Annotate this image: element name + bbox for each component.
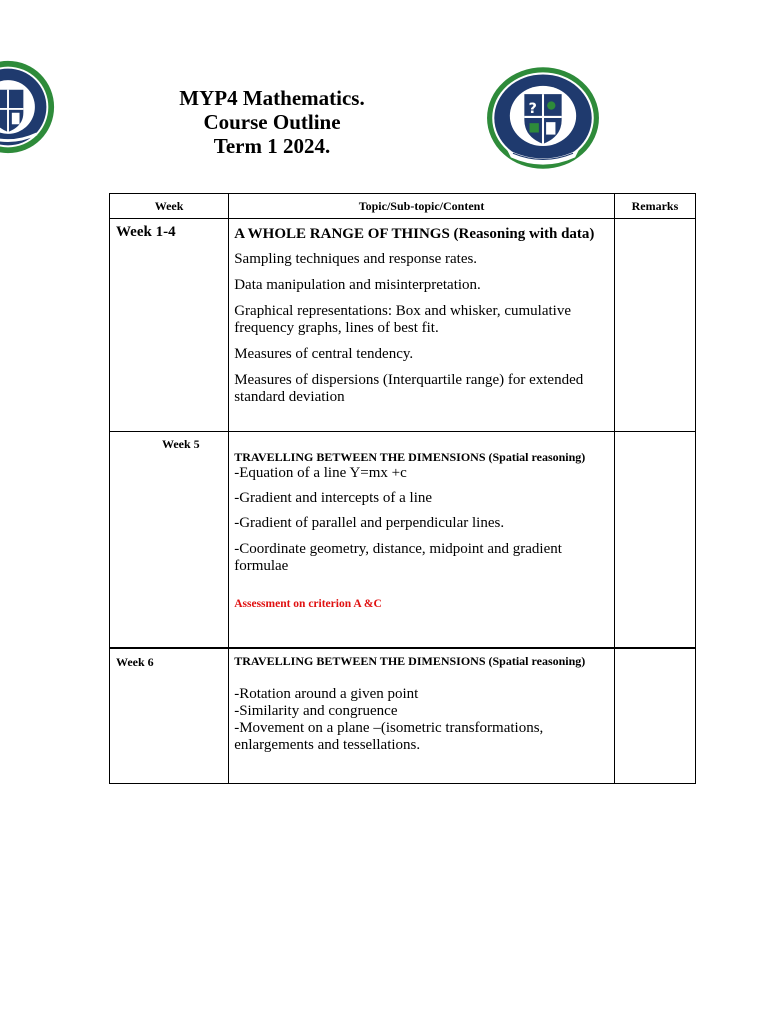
topic-item: Graphical representations: Box and whisker, cumulative frequency graphs, lines of best fit. <box>234 303 571 336</box>
week-cell <box>110 648 229 784</box>
week-label: Week 5 <box>162 437 200 451</box>
svg-text:?: ? <box>528 100 537 117</box>
topic-item: -Rotation around a given point <box>234 686 419 702</box>
title-line-2: Course Outline <box>203 110 341 134</box>
topic-item: -Movement on a plane –(isometric transformations, enlargements and tessellations. <box>234 720 544 753</box>
school-seal-logo-right <box>486 66 600 170</box>
topic-item: Measures of dispersions (Interquartile range) for extended standard deviation <box>234 372 584 405</box>
topic-cell <box>229 648 615 784</box>
topic-item: -Similarity and congruence <box>234 703 398 719</box>
document-title <box>140 86 404 158</box>
header-topic: Topic/Sub-topic/Content <box>229 194 615 219</box>
header-week: Week <box>110 194 229 219</box>
course-outline-table <box>109 193 696 784</box>
week-label: Week 6 <box>116 655 154 669</box>
topic-heading: TRAVELLING BETWEEN THE DIMENSIONS (Spatial reasoning) <box>234 450 586 464</box>
header-remarks: Remarks <box>614 194 695 219</box>
topic-item: -Gradient of parallel and perpendicular lines. <box>234 515 505 531</box>
table-row <box>110 432 696 649</box>
table-header-row <box>110 194 696 219</box>
assessment-note: Assessment on criterion A &C <box>234 598 382 610</box>
topic-item: Measures of central tendency. <box>234 346 414 362</box>
topic-item: Sampling techniques and response rates. <box>234 251 478 267</box>
remarks-cell <box>614 432 695 649</box>
topic-item: -Equation of a line Y=mx +c <box>234 465 407 481</box>
title-line-1: MYP4 Mathematics. <box>179 86 365 110</box>
topic-item: -Coordinate geometry, distance, midpoint and gradient formulae <box>234 541 562 574</box>
title-line-3: Term 1 2024. <box>213 134 331 158</box>
week-label: Week 1-4 <box>116 224 176 240</box>
remarks-cell <box>614 219 695 432</box>
table-row <box>110 648 696 784</box>
week-cell <box>110 432 229 649</box>
topic-cell <box>229 219 615 432</box>
topic-item: Data manipulation and misinterpretation. <box>234 277 481 293</box>
topic-item: -Gradient and intercepts of a line <box>234 490 433 506</box>
remarks-cell <box>614 648 695 784</box>
table-row <box>110 219 696 432</box>
topic-heading: A WHOLE RANGE OF THINGS (Reasoning with data) <box>234 226 595 242</box>
school-seal-logo-left <box>0 58 56 156</box>
topic-cell <box>229 432 615 649</box>
topic-heading: TRAVELLING BETWEEN THE DIMENSIONS (Spatial reasoning) <box>234 654 586 668</box>
week-cell <box>110 219 229 432</box>
